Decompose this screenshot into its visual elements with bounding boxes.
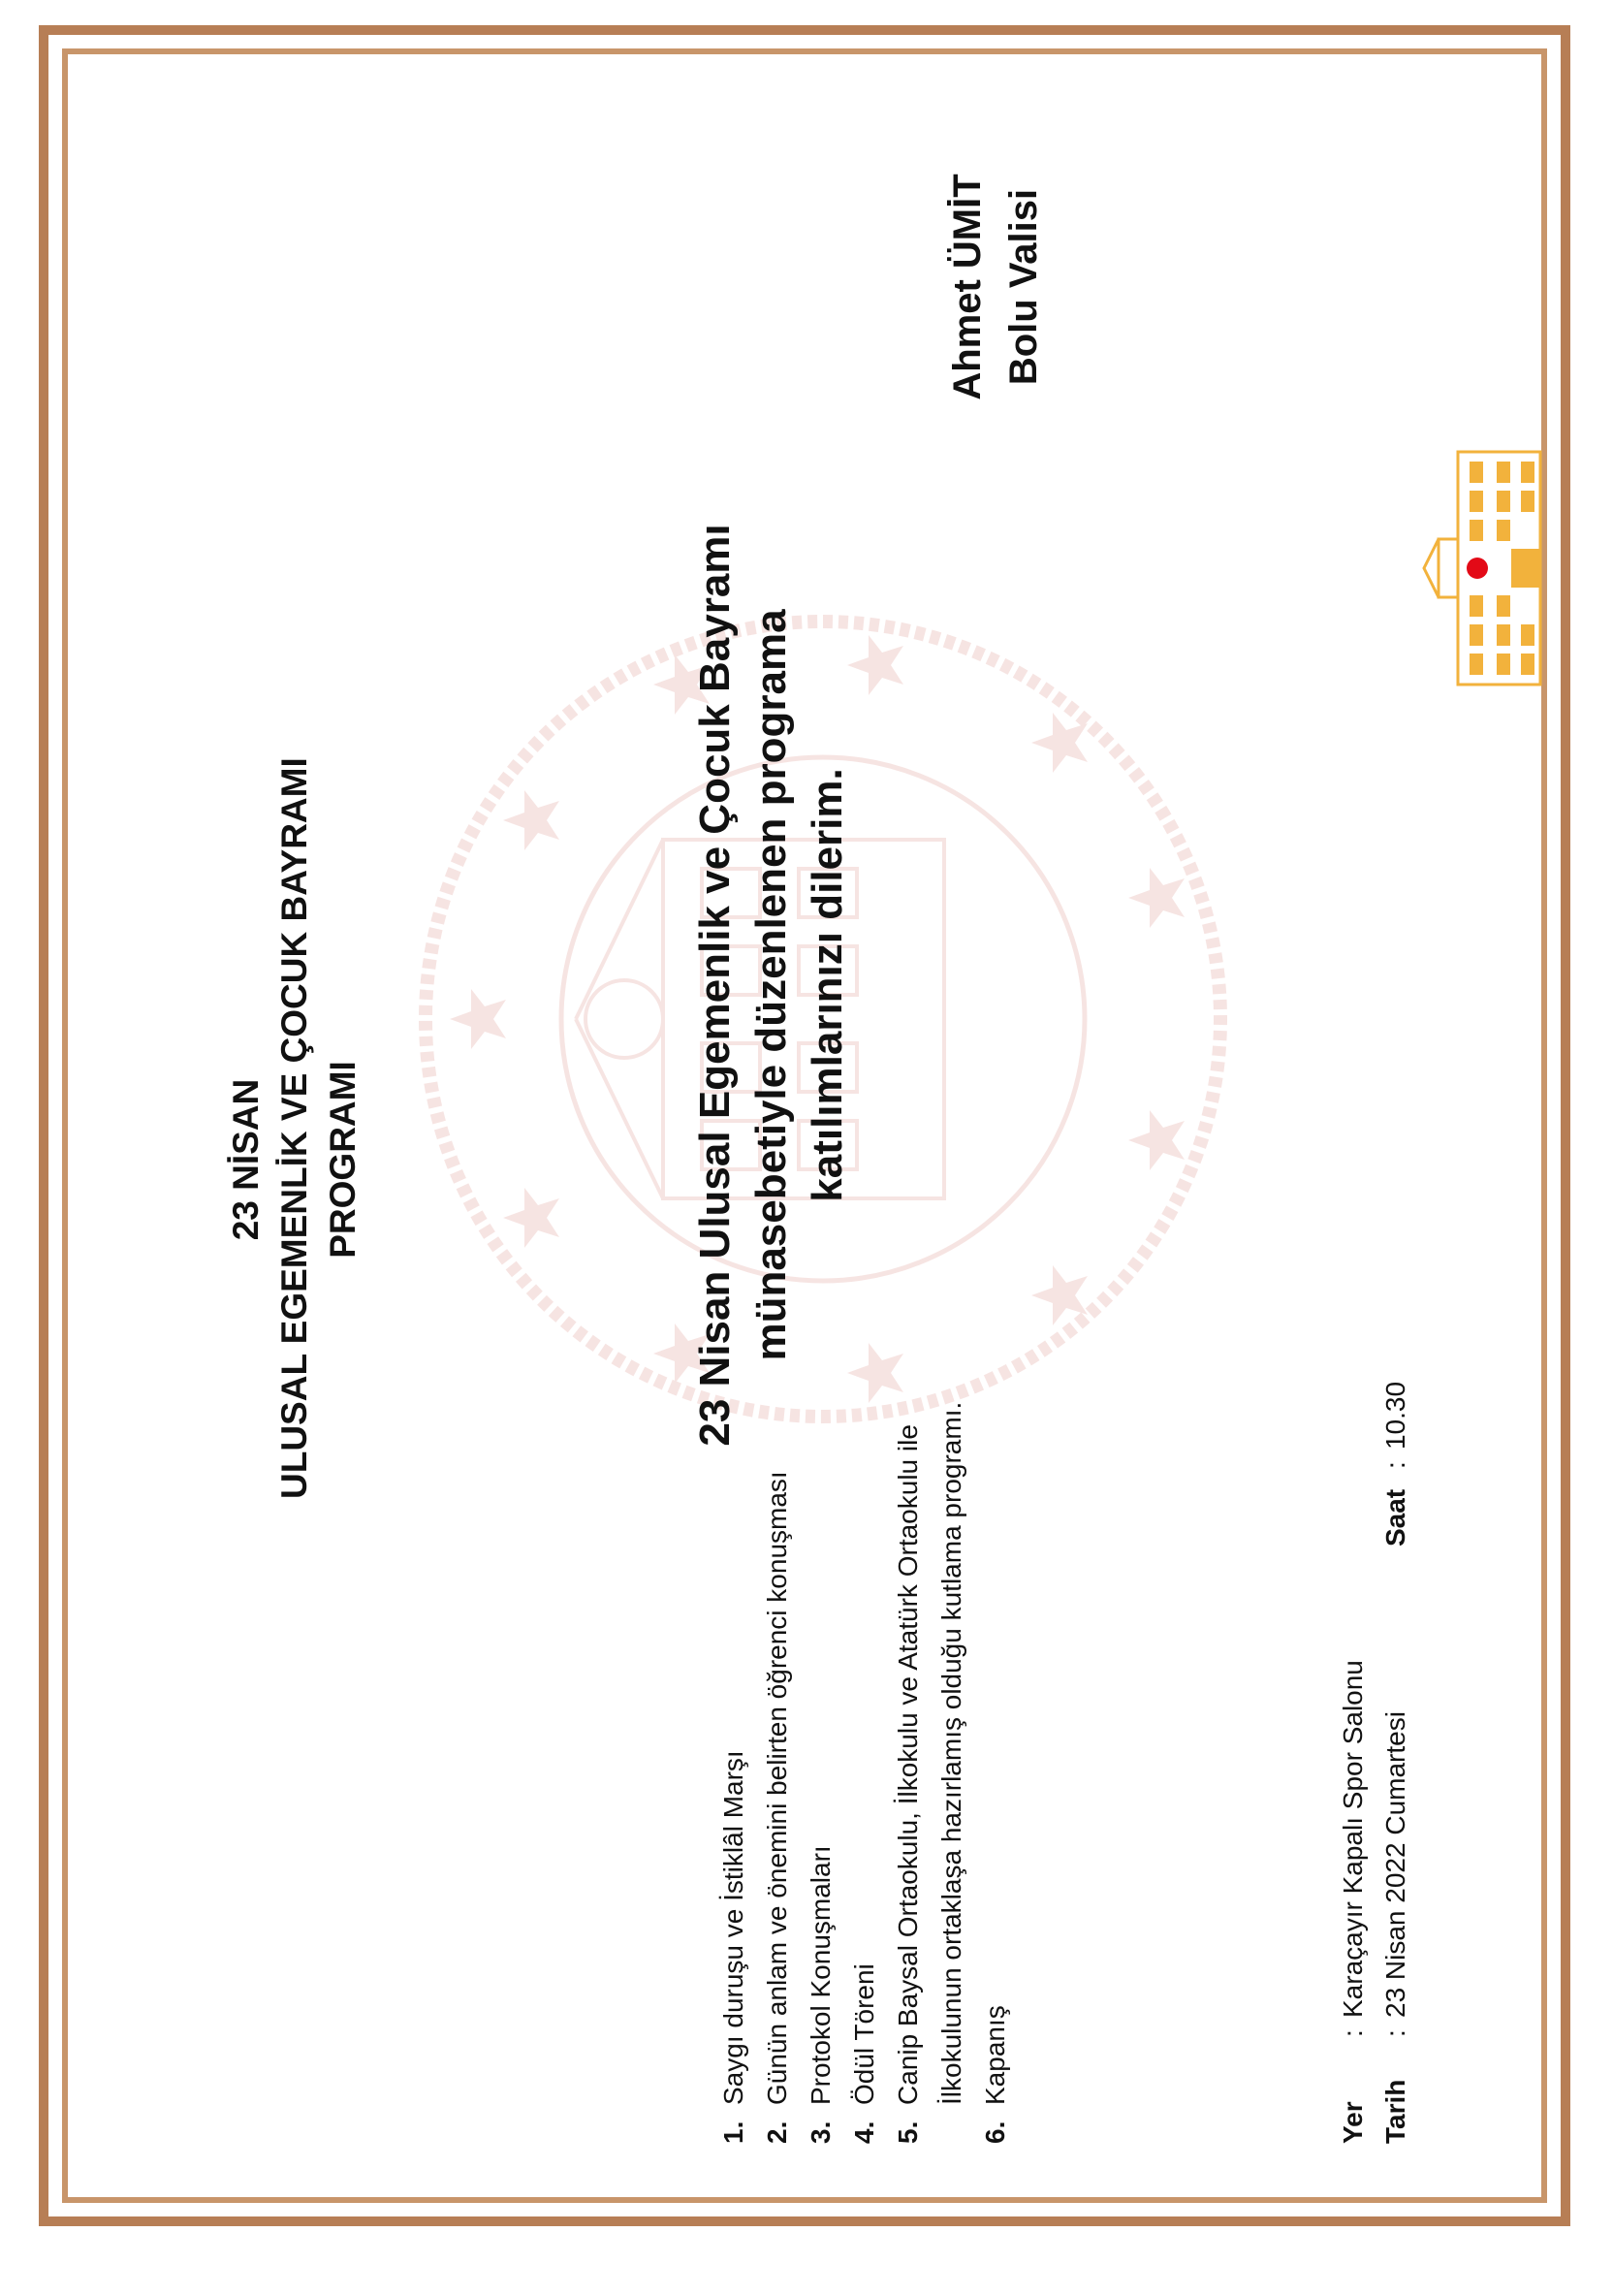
date-value: 23 Nisan 2022 Cumartesi (1380, 1711, 1410, 2018)
item-text: Saygı duruşu ve İstiklâl Marşı (718, 1750, 748, 2105)
signatory-title: Bolu Valisi (1002, 188, 1045, 386)
date-time-row (1375, 980, 1417, 2144)
program-item (886, 1174, 930, 2144)
governorship-building-logo (1419, 447, 1545, 689)
location-row (1332, 980, 1375, 2144)
item-number: 5. (893, 2121, 923, 2144)
title-line-date: 23 NİSAN (226, 1078, 266, 1241)
date-label: Tarih (1380, 2079, 1410, 2144)
invitation-line: 23 Nisan Ulusal Egemenlik ve Çocuk Bayramı (691, 524, 739, 1447)
invitation-sheet (62, 81, 1547, 2236)
program-item (712, 1174, 755, 2144)
program-item (799, 1174, 842, 2144)
time-value: 10.30 (1380, 1381, 1410, 1451)
item-number: 3. (806, 2121, 836, 2144)
item-text: Günün anlam ve önemini belirten öğrenci konuşması (762, 1471, 792, 2105)
invitation-line: münasebetiyle düzenlenen programa (747, 609, 795, 1361)
location-value: Karaçayır Kapalı Spor Salonu (1338, 1660, 1368, 2018)
item-number: 1. (718, 2121, 748, 2144)
item-text: Canip Baysal Ortaokulu, İlkokulu ve Atatürk Ortaokulu ile (893, 1424, 923, 2105)
item-number: 6. (980, 2121, 1010, 2144)
item-text: Kapanış (980, 2005, 1010, 2105)
colon: : (1380, 2029, 1410, 2037)
item-number: 2. (762, 2121, 792, 2144)
flag-emblem-icon (1467, 558, 1488, 579)
item-text: İlkokulunun ortaklaşa hazırlamış olduğu kutlama programı. (936, 1401, 966, 2105)
program-item (755, 1174, 799, 2144)
program-item (842, 1174, 886, 2144)
program-title (222, 757, 367, 1499)
invitation-line: katılımlarınızı dilerim. (804, 768, 851, 1202)
event-details (1332, 980, 1417, 2144)
program-item-continuation (930, 1174, 973, 2144)
signatory-name: Ahmet ÜMİT (946, 174, 989, 400)
program-list (712, 1174, 1017, 2144)
item-number (930, 2105, 973, 2144)
location-label: Yer (1338, 2101, 1368, 2144)
item-text: Ödül Töreni (849, 1963, 879, 2105)
program-item (973, 1174, 1017, 2144)
signature-block (939, 161, 1052, 413)
colon: : (1338, 2029, 1368, 2037)
title-line-event: ULUSAL EGEMENLİK VE ÇOCUK BAYRAMI (274, 757, 314, 1499)
item-number: 4. (849, 2121, 879, 2144)
time-label: Saat (1380, 1488, 1410, 1547)
item-text: Protokol Konuşmaları (806, 1845, 836, 2105)
title-line-program: PROGRAMI (323, 1061, 363, 1259)
colon: : (1380, 1461, 1410, 1470)
